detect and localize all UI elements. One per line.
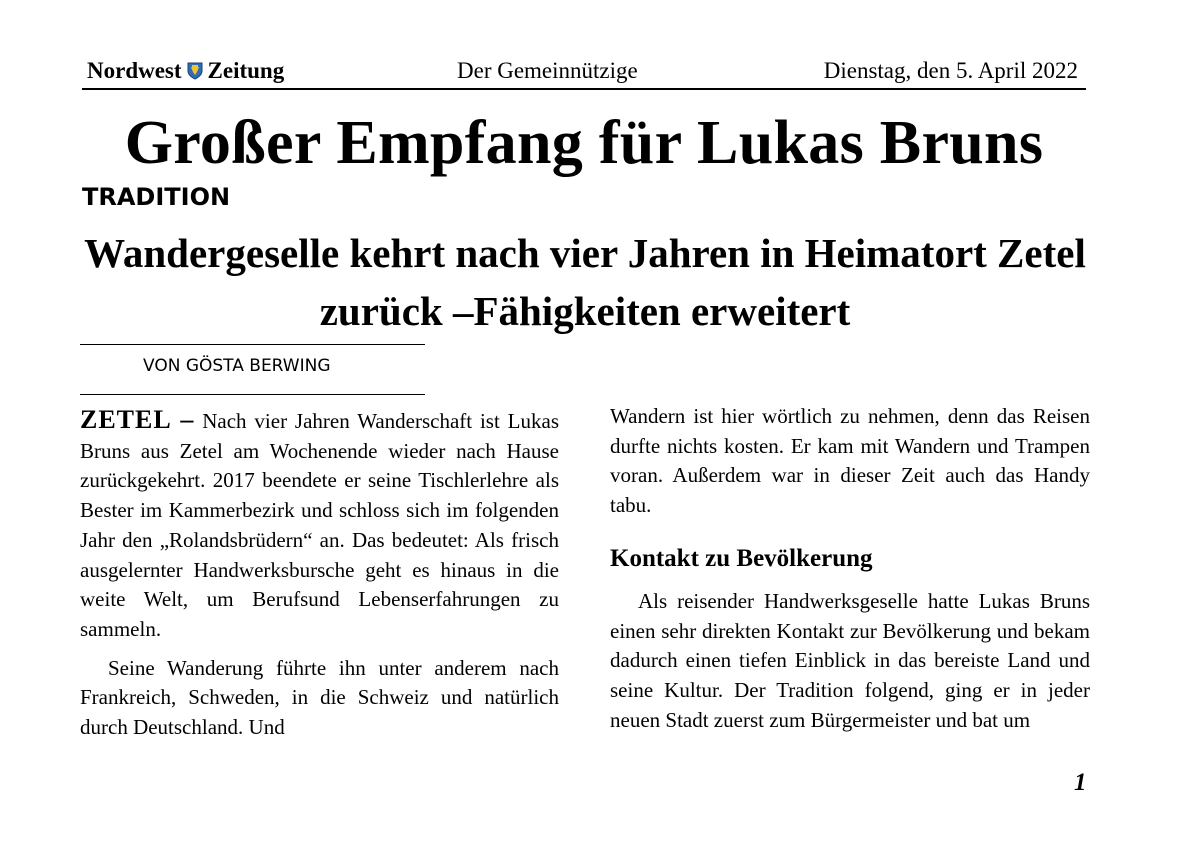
headline: Großer Empfang für Lukas Bruns <box>124 109 1044 177</box>
paragraph: Seine Wanderung führte ihn unter anderem nach Frankreich, Schweden, in die Schweiz und natürlich durch Deutschland. Und <box>80 655 559 740</box>
article-column-left <box>80 405 559 743</box>
paragraph: Wandern ist hier wörtlich zu nehmen, denn das Reisen durfte nichts kosten. Er kam mit Wandern und Trampen voran. Außerdem war in dieser Zeit auch das Handy tabu. <box>610 404 1090 518</box>
masthead-left: Nordwest <box>87 58 182 83</box>
subheadline: Wandergeselle kehrt nach vier Jahren in Heimatort Zetel zurück –Fähigkeiten erweitert <box>84 230 1086 334</box>
paragraph: Als reisender Handwerksgeselle hatte Lukas Bruns einen sehr direkten Kontakt zur Bevölkerung und bekam dadurch einen tiefen Einblick in das bereiste Land und seine Kultur. Der Tradition folgend, ging er in jeder neuen Stadt zuerst zum Bürgermeister und bat um <box>610 588 1090 732</box>
masthead <box>87 58 284 84</box>
page-number: 1 <box>1074 769 1087 796</box>
paragraph <box>80 405 559 645</box>
issue-date: Dienstag, den 5. April 2022 <box>823 58 1078 83</box>
masthead-right: Zeitung <box>207 58 285 83</box>
paper-section: Der Gemeinnützige <box>457 58 638 83</box>
article-column-right <box>610 402 1090 735</box>
byline-rule-bottom <box>80 394 425 395</box>
kicker: TRADITION <box>82 183 231 211</box>
byline-rule-top <box>80 344 425 345</box>
coat-of-arms-icon <box>187 62 203 80</box>
dateline: ZETEL – <box>80 405 195 434</box>
section-subheading: Kontakt zu Bevölkerung <box>610 544 873 572</box>
paragraph-text: Nach vier Jahren Wanderschaft ist Lukas Bruns aus Zetel am Wochenende wieder nach Hause zurückgekehrt. 2017 beendete er seine Tischlerlehre als Bester im Kammerbezirk und schloss sich im folgenden Jahr den „Rolandsbrüdern“ an. Das bedeutet: Als frisch ausgelernter Handwerksbursche geht es hinaus in die weite Welt, um Berufsund Lebenserfahrungen zu sammeln. <box>80 409 559 641</box>
byline: VON GÖSTA BERWING <box>143 356 331 376</box>
page-header <box>82 58 1086 90</box>
